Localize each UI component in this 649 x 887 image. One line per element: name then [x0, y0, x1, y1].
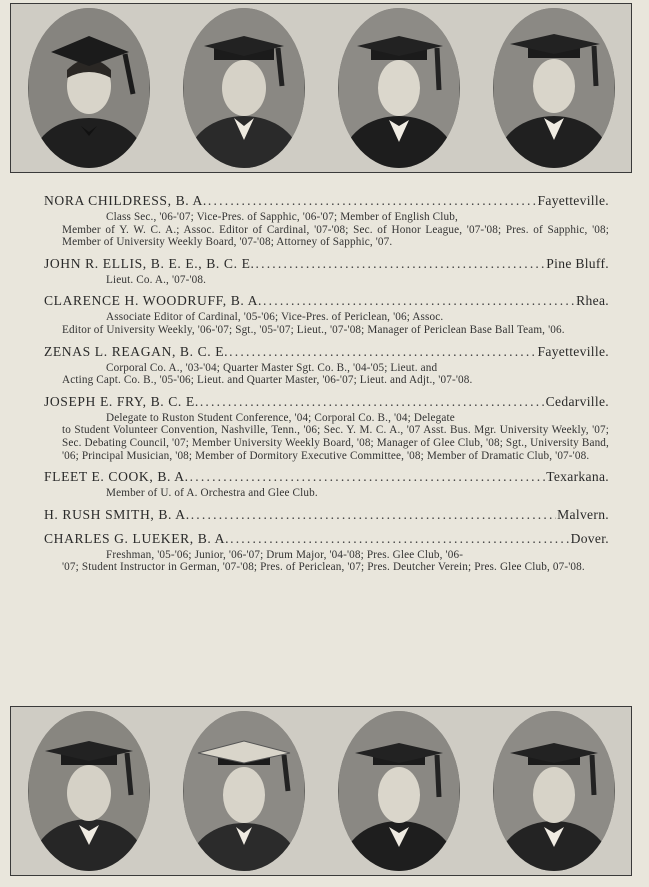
entry-name: ZENAS L. REAGAN, B. C. E.: [44, 343, 229, 359]
entry-rush-smith: [44, 506, 609, 524]
entry-john-ellis: [44, 255, 609, 287]
leader-dots: [191, 506, 556, 524]
entry-description-first: Freshman, '05-'06; Junior, '06-'07; Drum Major, '04-'08; Pres. Glee Club, '06-: [106, 548, 464, 561]
entry-description: [44, 487, 609, 500]
portrait-photo: [28, 711, 150, 871]
entry-description-rest: Editor of University Weekly, '06-'07; Sgt., '05-'07; Lieut., '07-'08; Manager of Periclean Base Ball Team, '06.: [62, 323, 565, 336]
leader-dots: [230, 530, 569, 548]
entry-town: Malvern.: [557, 506, 609, 522]
entry-joseph-fry: [44, 393, 609, 462]
portrait-photo: [338, 8, 460, 168]
entry-name: JOHN R. ELLIS, B. E. E., B. C. E.: [44, 255, 255, 271]
entry-town: Texarkana.: [546, 469, 609, 485]
leader-dots: [256, 255, 546, 273]
entry-description-rest: Member of Y. W. C. A.; Assoc. Editor of Cardinal, '07-'08; Sec. of Honor League, '07-'08; Pres. of Sapphic, '08; Member of University Weekly Board, '07-'08; Attorney of Sapphic, '07.: [62, 223, 609, 249]
entry-town: Fayetteville.: [537, 193, 609, 208]
portrait-photo: [28, 8, 150, 168]
entry-description: [44, 311, 609, 336]
graduate-entries: [44, 192, 609, 580]
entry-nora-childress: [44, 192, 609, 249]
entry-name: FLEET E. COOK, B. A.: [44, 469, 189, 485]
entry-name: JOSEPH E. FRY, B. C. E.: [44, 393, 199, 409]
leader-dots: [200, 393, 545, 411]
bottom-portrait-band: [10, 706, 632, 876]
entry-charles-lueker: [44, 530, 609, 574]
entry-description-first: Lieut. Co. A., '07-'08.: [106, 273, 207, 286]
portrait-photo: [338, 711, 460, 871]
entry-description-first: Class Sec., '06-'07; Vice-Pres. of Sapphic, '06-'07; Member of English Club,: [106, 211, 458, 223]
entry-description-rest: to Student Volunteer Convention, Nashville, Tenn., '06; Sec. Y. M. C. A., '07 Asst. Bus. Mgr. University Weekly, '07; Sec. Debating Council, '07; Member University Weekly Board, '08; Manager of Glee Club, '08; Sgt., University Band, '06; Principal Musician, '08; Member of Dormitory Executive Committee, '08; Member of Dramatic Club, '07-'08.: [62, 424, 609, 462]
entry-description-first: Delegate to Ruston Student Conference, '04; Corporal Co. B., '04; Delegate: [106, 411, 455, 424]
portrait-photo: [493, 711, 615, 871]
top-portrait-band: [10, 3, 632, 173]
entry-description: [44, 412, 609, 462]
leader-dots: [190, 468, 546, 486]
entry-name: CLARENCE H. WOODRUFF, B. A.: [44, 293, 263, 309]
entry-description: [44, 274, 609, 287]
entry-description-first: Associate Editor of Cardinal, '05-'06; Vice-Pres. of Periclean, '06; Assoc.: [106, 311, 444, 324]
entry-description: [44, 211, 609, 249]
leader-dots: [208, 192, 537, 210]
entry-town: Cedarville.: [545, 393, 609, 409]
entry-description-rest: Acting Capt. Co. B., '05-'06; Lieut. and Quarter Master, '06-'07; Lieut. and Adjt., '07-'08.: [62, 374, 473, 387]
entry-town: Pine Bluff.: [546, 255, 609, 271]
entry-name: H. RUSH SMITH, B. A.: [44, 506, 190, 522]
entry-description-first: Corporal Co. A., '03-'04; Quarter Master Sgt. Co. B., '04-'05; Lieut. and: [106, 361, 438, 374]
entry-zenas-reagan: [44, 343, 609, 387]
portrait-photo: [493, 8, 615, 168]
entry-fleet-cook: [44, 468, 609, 500]
entry-name: CHARLES G. LUEKER, B. A.: [44, 530, 230, 546]
entry-clarence-woodruff: [44, 292, 609, 336]
portrait-photo: [183, 711, 305, 871]
entry-town: Rhea.: [576, 293, 609, 309]
entry-description: [44, 549, 609, 574]
leader-dots: [229, 343, 536, 361]
entry-name: NORA CHILDRESS, B. A.: [44, 193, 207, 208]
entry-description-rest: '07; Student Instructor in German, '07-'08; Pres. of Periclean, '07; Pres. Deutcher Verein; Pres. Glee Club, 07-'08.: [62, 561, 585, 574]
entry-town: Fayetteville.: [537, 343, 609, 359]
entry-description: [44, 362, 609, 387]
entry-town: Dover.: [570, 530, 609, 546]
leader-dots: [263, 292, 575, 310]
portrait-photo: [183, 8, 305, 168]
entry-description-first: Member of U. of A. Orchestra and Glee Club.: [106, 487, 318, 500]
